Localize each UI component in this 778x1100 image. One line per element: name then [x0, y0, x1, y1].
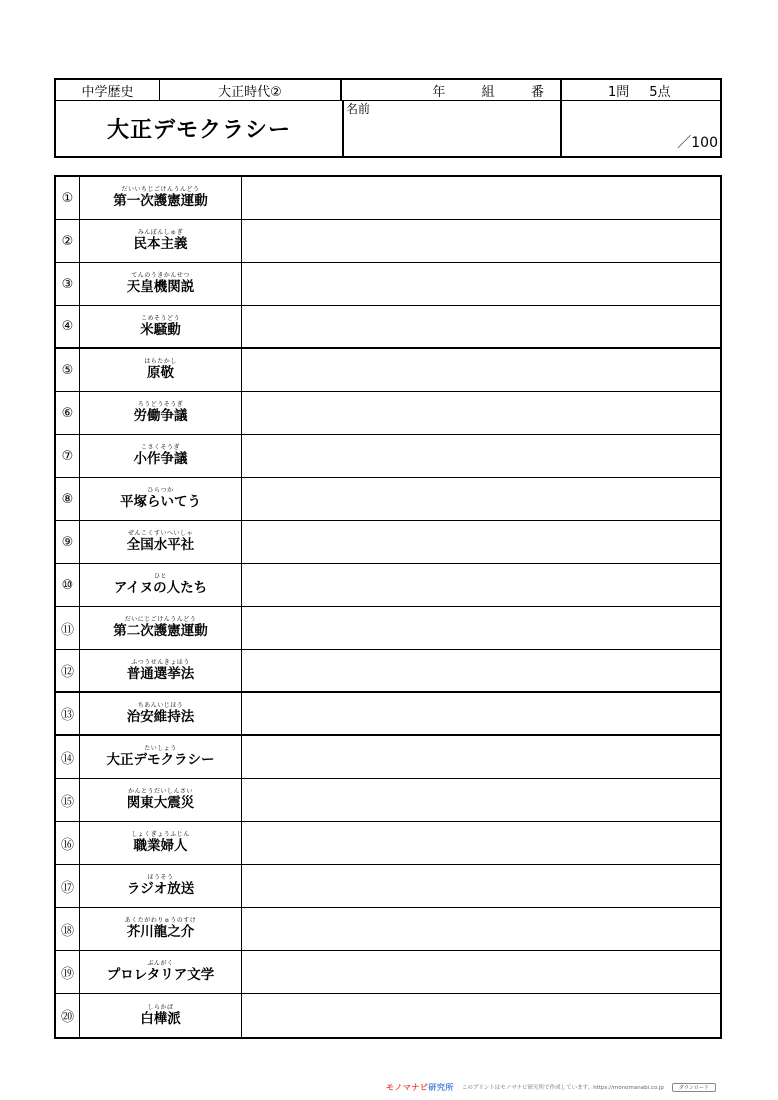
term-cell: [80, 435, 242, 477]
term-word: 大正デモクラシー: [106, 752, 215, 768]
term-furigana: ふつうせんきょほう: [131, 658, 190, 666]
term-furigana: ぶんがく: [147, 960, 174, 967]
term-word: アイヌの人たち: [113, 580, 208, 596]
answer-field[interactable]: [242, 822, 720, 864]
term-cell: [80, 779, 242, 821]
term-furigana: ひと: [153, 573, 167, 580]
question-row: [56, 521, 720, 564]
term-word: 治安維持法: [126, 708, 195, 725]
question-row: [56, 435, 720, 478]
answer-field[interactable]: [242, 392, 720, 434]
term-word: 白樺派: [140, 1010, 181, 1027]
question-number: ⑱: [56, 908, 80, 950]
term-word: 職業婦人: [133, 838, 188, 854]
term-cell: [80, 951, 242, 993]
score-label: ／100: [677, 135, 718, 151]
question-number: ⑮: [56, 779, 80, 821]
term-cell: [80, 521, 242, 563]
number-field-label: 番: [530, 84, 544, 100]
term-word: プロレタリア文学: [106, 967, 215, 983]
term-word: 第一次護憲運動: [113, 193, 208, 209]
term-word: 関東大震災: [126, 795, 195, 811]
footer: [386, 1080, 776, 1094]
answer-field[interactable]: [242, 908, 720, 950]
term-furigana: だいいちじごけんうんどう: [121, 186, 200, 193]
question-row: [56, 220, 720, 263]
term-word: 天皇機関説: [126, 279, 195, 295]
grade-field-label: 年: [432, 84, 446, 100]
question-number: ①: [56, 177, 80, 219]
term-cell: [80, 693, 242, 734]
term-cell: [80, 607, 242, 649]
question-row: [56, 908, 720, 951]
term-furigana: みんぽんしゅぎ: [137, 229, 184, 236]
term-furigana: ぜんこくすいへいしゃ: [127, 530, 193, 537]
question-number: ⑤: [56, 349, 80, 391]
term-furigana: はらたかし: [144, 358, 177, 365]
answer-table: [54, 175, 722, 1039]
class-fields: [342, 80, 562, 100]
footer-logo: モノマナビ研究所: [386, 1082, 454, 1092]
question-number: ④: [56, 306, 80, 347]
points-info: [562, 80, 722, 100]
question-row: [56, 392, 720, 435]
term-furigana: ほうそう: [147, 874, 174, 881]
answer-field[interactable]: [242, 521, 720, 563]
term-word: 芥川龍之介: [126, 924, 195, 940]
question-number: ⑦: [56, 435, 80, 477]
term-furigana: あくたがわりゅうのすけ: [124, 917, 197, 924]
question-row: [56, 263, 720, 306]
question-number: ⑩: [56, 564, 80, 606]
question-row: [56, 650, 720, 693]
answer-field[interactable]: [242, 478, 720, 520]
question-number: ③: [56, 263, 80, 305]
period-label: 大正時代②: [160, 80, 342, 100]
answer-field[interactable]: [242, 736, 720, 778]
question-row: [56, 693, 720, 736]
term-furigana: こさくそうぎ: [140, 444, 180, 451]
term-cell: [80, 220, 242, 262]
term-furigana: てんのうきかんせつ: [131, 272, 190, 279]
question-number: ⑨: [56, 521, 80, 563]
term-furigana: しらかば: [147, 1003, 174, 1011]
question-number: ⑯: [56, 822, 80, 864]
question-row: [56, 607, 720, 650]
term-word: 小作争議: [133, 451, 188, 467]
term-cell: [80, 392, 242, 434]
question-row: [56, 779, 720, 822]
term-word: 全国水平社: [126, 537, 195, 553]
answer-field[interactable]: [242, 650, 720, 691]
term-word: 原敬: [147, 365, 174, 381]
question-row: [56, 865, 720, 908]
answer-field[interactable]: [242, 994, 720, 1037]
term-cell: [80, 994, 242, 1037]
term-word: 平塚らいてう: [120, 494, 201, 510]
term-furigana: しょくぎょうふじん: [131, 831, 190, 838]
question-row: [56, 822, 720, 865]
answer-field[interactable]: [242, 951, 720, 993]
question-row: [56, 994, 720, 1037]
question-row: [56, 478, 720, 521]
question-number: ⑬: [56, 693, 80, 734]
question-number: ⑫: [56, 650, 80, 691]
question-number: ⑲: [56, 951, 80, 993]
term-cell: [80, 822, 242, 864]
answer-field[interactable]: [242, 607, 720, 649]
term-furigana: ろうどうそうぎ: [137, 401, 184, 408]
points-value: 5点: [649, 84, 671, 100]
question-number: ⑥: [56, 392, 80, 434]
answer-field[interactable]: [242, 220, 720, 262]
points-per-question: 1問: [608, 84, 630, 100]
answer-field[interactable]: [242, 435, 720, 477]
question-row: [56, 177, 720, 220]
answer-field[interactable]: [242, 779, 720, 821]
answer-field[interactable]: [242, 349, 720, 391]
class-field-label: 組: [481, 84, 495, 100]
question-row: [56, 349, 720, 392]
subject-label: 中学歴史: [56, 80, 160, 100]
question-number: ⑭: [56, 736, 80, 778]
term-word: 米騒動: [140, 321, 181, 338]
header-info-row: [56, 80, 720, 101]
name-label: 名前: [346, 102, 371, 116]
question-number: ⑧: [56, 478, 80, 520]
answer-field[interactable]: [242, 564, 720, 606]
download-button[interactable]: ダウンロード: [672, 1083, 716, 1092]
term-furigana: ちあんいじほう: [137, 701, 184, 709]
term-cell: [80, 650, 242, 691]
question-row: [56, 306, 720, 349]
question-row: [56, 951, 720, 994]
question-number: ⑰: [56, 865, 80, 907]
term-cell: [80, 263, 242, 305]
answer-field[interactable]: [242, 177, 720, 219]
term-furigana: たいしょう: [144, 745, 177, 752]
question-number: ⑪: [56, 607, 80, 649]
term-cell: [80, 736, 242, 778]
term-cell: [80, 865, 242, 907]
term-furigana: ひらつか: [147, 487, 174, 494]
footer-text: このプリントはモノマナビ研究所で作成しています。https://monomanabi.co.jp: [461, 1085, 664, 1091]
term-word: 労働争議: [133, 408, 188, 424]
question-number: ②: [56, 220, 80, 262]
term-furigana: こめそうどう: [140, 314, 180, 322]
term-cell: [80, 306, 242, 347]
worksheet-header: [54, 78, 722, 158]
answer-field[interactable]: [242, 306, 720, 347]
question-row: [56, 564, 720, 607]
name-field[interactable]: [342, 100, 562, 156]
term-cell: [80, 564, 242, 606]
term-furigana: だいにじごけんうんどう: [124, 616, 197, 623]
answer-field[interactable]: [242, 263, 720, 305]
term-cell: [80, 349, 242, 391]
answer-field[interactable]: [242, 865, 720, 907]
question-number: ⑳: [56, 994, 80, 1037]
worksheet-title: 大正デモクラシー: [56, 100, 344, 156]
term-cell: [80, 478, 242, 520]
term-cell: [80, 177, 242, 219]
term-furigana: かんとうだいしんさい: [127, 788, 193, 795]
term-word: 民本主義: [133, 236, 188, 252]
question-row: [56, 736, 720, 779]
term-word: 普通選挙法: [126, 665, 195, 682]
score-box[interactable]: [562, 100, 722, 156]
term-cell: [80, 908, 242, 950]
term-word: 第二次護憲運動: [113, 623, 208, 639]
answer-field[interactable]: [242, 693, 720, 734]
term-word: ラジオ放送: [126, 881, 195, 897]
